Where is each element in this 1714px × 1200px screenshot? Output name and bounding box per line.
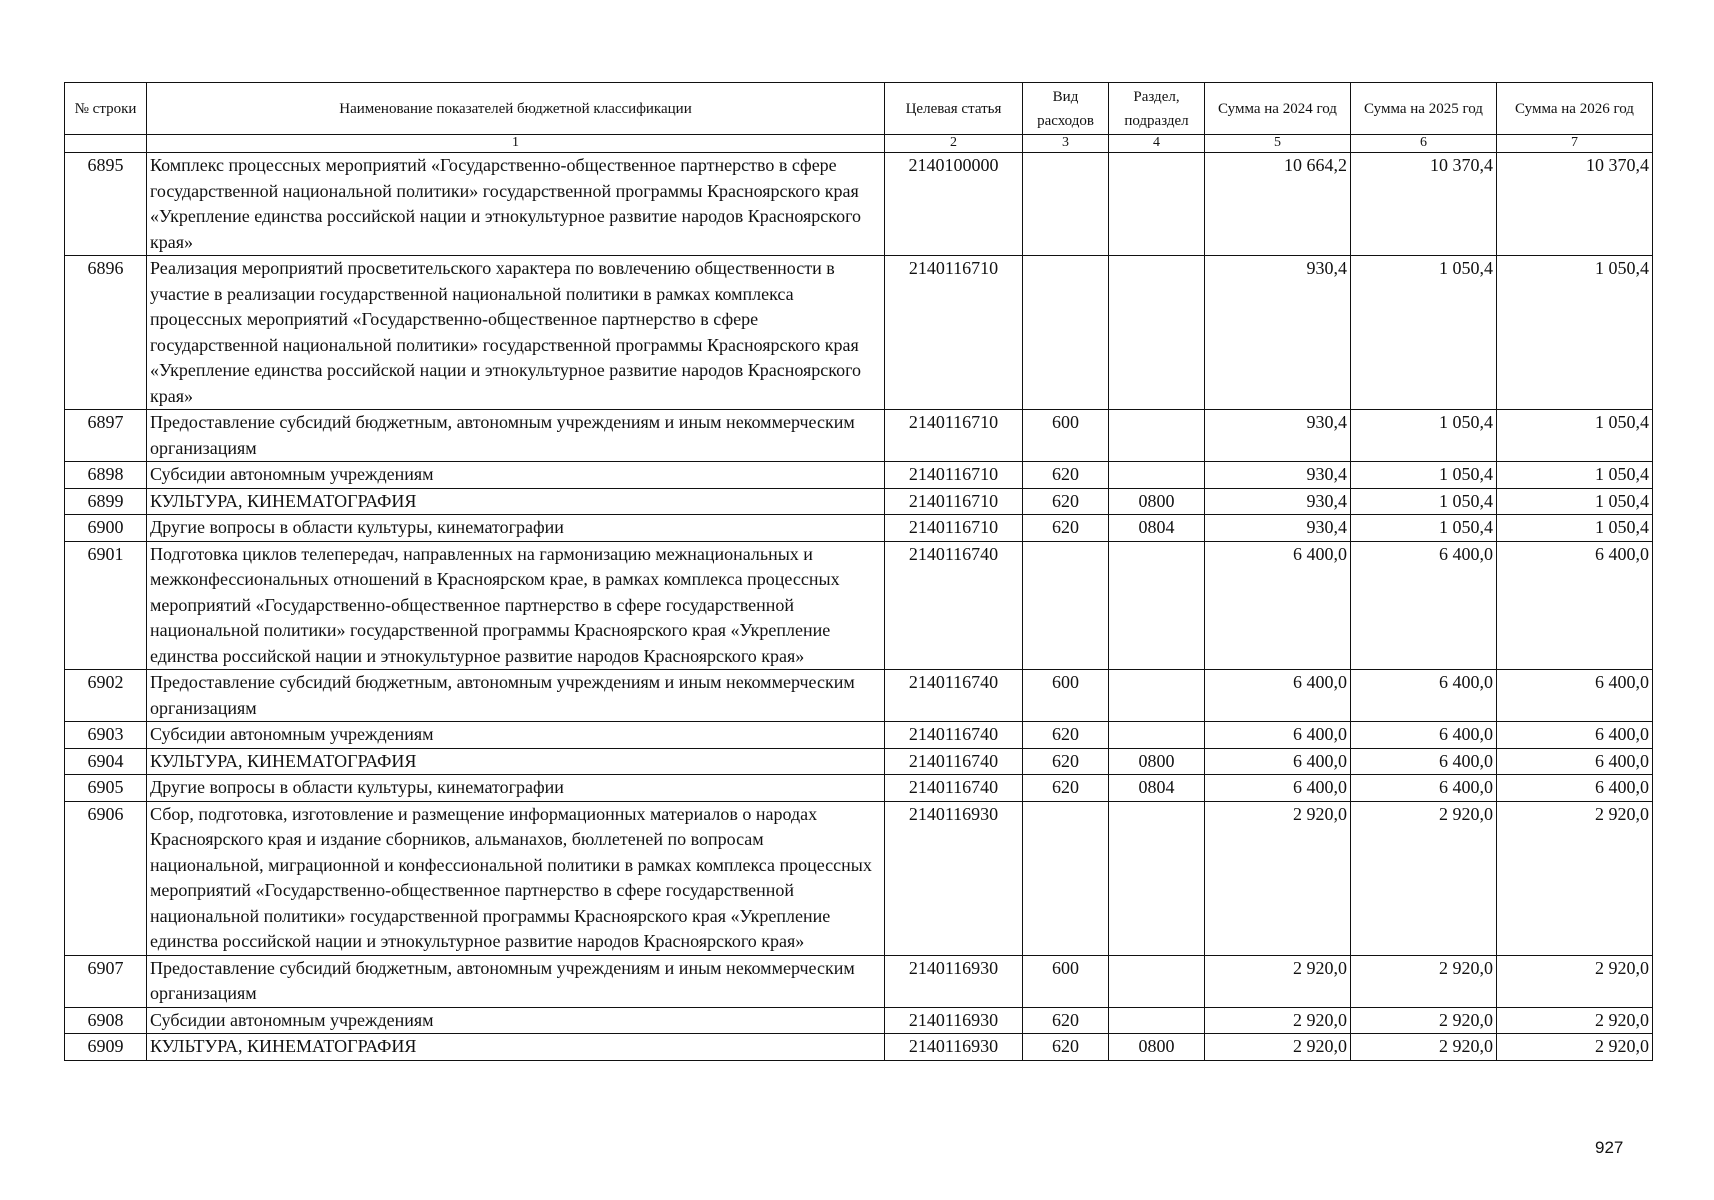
table-row bbox=[65, 1034, 1653, 1061]
column-number: 2 bbox=[885, 135, 1023, 153]
row-sum-2026: 1 050,4 bbox=[1497, 515, 1653, 542]
table-row bbox=[65, 775, 1653, 802]
row-razdel bbox=[1109, 153, 1205, 256]
table-row bbox=[65, 801, 1653, 955]
table-row bbox=[65, 488, 1653, 515]
row-number: 6898 bbox=[65, 462, 147, 489]
row-sum-2025: 6 400,0 bbox=[1351, 541, 1497, 670]
header-razdel: Раздел, подраздел bbox=[1109, 83, 1205, 135]
row-vid: 620 bbox=[1023, 488, 1109, 515]
budget-table bbox=[64, 82, 1653, 1061]
row-vid bbox=[1023, 801, 1109, 955]
row-sum-2026: 1 050,4 bbox=[1497, 256, 1653, 410]
row-name: Другие вопросы в области культуры, кинематографии bbox=[147, 515, 885, 542]
row-target-code: 2140116740 bbox=[885, 722, 1023, 749]
table-row bbox=[65, 955, 1653, 1007]
row-razdel bbox=[1109, 256, 1205, 410]
table-row bbox=[65, 462, 1653, 489]
row-razdel bbox=[1109, 541, 1205, 670]
row-name: Реализация мероприятий просветительского характера по вовлечению общественности в участие в реализации государственной национальной политики в рамках комплекса процессных мероприятий «Государственно-общественное партнерство в сфере государственной национальной политики» государственной программы Красноярского края «Укрепление единства российской нации и этнокультурное развитие народов Красноярского края» bbox=[147, 256, 885, 410]
row-sum-2024: 2 920,0 bbox=[1205, 801, 1351, 955]
header-target: Целевая статья bbox=[885, 83, 1023, 135]
row-sum-2025: 2 920,0 bbox=[1351, 1034, 1497, 1061]
table-row bbox=[65, 722, 1653, 749]
row-name: Подготовка циклов телепередач, направленных на гармонизацию межнациональных и межконфессиональных отношений в Красноярском крае, в рамках комплекса процессных мероприятий «Государственно-общественное партнерство в сфере государственной национальной политики» государственной программы Красноярского края «Укрепление единства российской нации и этнокультурное развитие народов Красноярского края» bbox=[147, 541, 885, 670]
row-sum-2025: 6 400,0 bbox=[1351, 670, 1497, 722]
row-number: 6909 bbox=[65, 1034, 147, 1061]
column-number: 7 bbox=[1497, 135, 1653, 153]
row-sum-2024: 2 920,0 bbox=[1205, 1007, 1351, 1034]
row-sum-2026: 10 370,4 bbox=[1497, 153, 1653, 256]
row-sum-2024: 930,4 bbox=[1205, 515, 1351, 542]
row-name: Субсидии автономным учреждениям bbox=[147, 462, 885, 489]
row-number: 6904 bbox=[65, 748, 147, 775]
row-razdel bbox=[1109, 670, 1205, 722]
row-sum-2026: 2 920,0 bbox=[1497, 801, 1653, 955]
row-target-code: 2140116740 bbox=[885, 670, 1023, 722]
row-vid: 600 bbox=[1023, 410, 1109, 462]
row-razdel: 0800 bbox=[1109, 1034, 1205, 1061]
row-sum-2024: 930,4 bbox=[1205, 462, 1351, 489]
header-sum-2024: Сумма на 2024 год bbox=[1205, 83, 1351, 135]
column-number: 3 bbox=[1023, 135, 1109, 153]
row-sum-2024: 930,4 bbox=[1205, 256, 1351, 410]
row-number: 6899 bbox=[65, 488, 147, 515]
row-vid: 600 bbox=[1023, 670, 1109, 722]
column-number-row bbox=[65, 135, 1653, 153]
header-sum-2026: Сумма на 2026 год bbox=[1497, 83, 1653, 135]
row-razdel bbox=[1109, 955, 1205, 1007]
row-sum-2025: 1 050,4 bbox=[1351, 410, 1497, 462]
row-razdel bbox=[1109, 722, 1205, 749]
column-number: 4 bbox=[1109, 135, 1205, 153]
row-vid: 620 bbox=[1023, 515, 1109, 542]
row-sum-2025: 1 050,4 bbox=[1351, 515, 1497, 542]
header-vid: Вид расходов bbox=[1023, 83, 1109, 135]
row-sum-2026: 6 400,0 bbox=[1497, 670, 1653, 722]
row-target-code: 2140116930 bbox=[885, 801, 1023, 955]
row-number: 6903 bbox=[65, 722, 147, 749]
row-vid: 620 bbox=[1023, 1034, 1109, 1061]
row-name: КУЛЬТУРА, КИНЕМАТОГРАФИЯ bbox=[147, 488, 885, 515]
row-sum-2026: 2 920,0 bbox=[1497, 955, 1653, 1007]
table-row bbox=[65, 153, 1653, 256]
row-sum-2026: 2 920,0 bbox=[1497, 1007, 1653, 1034]
page-number: 927 bbox=[1595, 1138, 1624, 1157]
row-vid bbox=[1023, 541, 1109, 670]
row-razdel: 0804 bbox=[1109, 775, 1205, 802]
row-sum-2025: 6 400,0 bbox=[1351, 722, 1497, 749]
row-target-code: 2140116930 bbox=[885, 1034, 1023, 1061]
row-name: Другие вопросы в области культуры, кинематографии bbox=[147, 775, 885, 802]
table-row bbox=[65, 670, 1653, 722]
row-sum-2024: 2 920,0 bbox=[1205, 1034, 1351, 1061]
row-number: 6905 bbox=[65, 775, 147, 802]
row-vid: 620 bbox=[1023, 722, 1109, 749]
header-row-no: № строки bbox=[65, 83, 147, 135]
row-target-code: 2140116710 bbox=[885, 410, 1023, 462]
row-target-code: 2140100000 bbox=[885, 153, 1023, 256]
row-vid: 620 bbox=[1023, 748, 1109, 775]
row-razdel bbox=[1109, 410, 1205, 462]
row-sum-2025: 6 400,0 bbox=[1351, 775, 1497, 802]
row-vid: 600 bbox=[1023, 955, 1109, 1007]
table-body bbox=[65, 153, 1653, 1061]
table-row bbox=[65, 515, 1653, 542]
row-vid bbox=[1023, 256, 1109, 410]
column-number: 1 bbox=[147, 135, 885, 153]
row-number: 6897 bbox=[65, 410, 147, 462]
row-vid: 620 bbox=[1023, 1007, 1109, 1034]
row-razdel: 0800 bbox=[1109, 488, 1205, 515]
column-number bbox=[65, 135, 147, 153]
row-name: Сбор, подготовка, изготовление и размещение информационных материалов о народах Красноярского края и издание сборников, альманахов, бюллетеней по вопросам национальной, миграционной и конфессиональной политики в рамках комплекса процессных мероприятий «Государственно-общественное партнерство в сфере государственной национальной политики» государственной программы Красноярского края «Укрепление единства российской нации и этнокультурное развитие народов Красноярского края» bbox=[147, 801, 885, 955]
row-name: КУЛЬТУРА, КИНЕМАТОГРАФИЯ bbox=[147, 748, 885, 775]
row-target-code: 2140116710 bbox=[885, 256, 1023, 410]
row-name: Предоставление субсидий бюджетным, автономным учреждениям и иным некоммерческим организациям bbox=[147, 955, 885, 1007]
row-razdel bbox=[1109, 801, 1205, 955]
row-sum-2025: 2 920,0 bbox=[1351, 1007, 1497, 1034]
table-row bbox=[65, 748, 1653, 775]
column-number: 5 bbox=[1205, 135, 1351, 153]
row-sum-2025: 2 920,0 bbox=[1351, 801, 1497, 955]
table-row bbox=[65, 410, 1653, 462]
row-sum-2024: 6 400,0 bbox=[1205, 748, 1351, 775]
row-sum-2026: 6 400,0 bbox=[1497, 541, 1653, 670]
row-target-code: 2140116930 bbox=[885, 1007, 1023, 1034]
header-row bbox=[65, 83, 1653, 135]
row-sum-2024: 6 400,0 bbox=[1205, 722, 1351, 749]
row-razdel: 0800 bbox=[1109, 748, 1205, 775]
row-sum-2026: 1 050,4 bbox=[1497, 488, 1653, 515]
row-sum-2026: 2 920,0 bbox=[1497, 1034, 1653, 1061]
row-sum-2025: 1 050,4 bbox=[1351, 256, 1497, 410]
table-header bbox=[65, 83, 1653, 153]
row-sum-2024: 930,4 bbox=[1205, 410, 1351, 462]
row-sum-2026: 1 050,4 bbox=[1497, 462, 1653, 489]
table-row bbox=[65, 1007, 1653, 1034]
row-sum-2025: 1 050,4 bbox=[1351, 462, 1497, 489]
row-vid: 620 bbox=[1023, 462, 1109, 489]
row-sum-2026: 6 400,0 bbox=[1497, 748, 1653, 775]
row-sum-2026: 6 400,0 bbox=[1497, 722, 1653, 749]
row-sum-2024: 6 400,0 bbox=[1205, 541, 1351, 670]
row-name: Предоставление субсидий бюджетным, автономным учреждениям и иным некоммерческим организациям bbox=[147, 410, 885, 462]
row-sum-2024: 2 920,0 bbox=[1205, 955, 1351, 1007]
row-razdel: 0804 bbox=[1109, 515, 1205, 542]
row-vid bbox=[1023, 153, 1109, 256]
row-sum-2025: 6 400,0 bbox=[1351, 748, 1497, 775]
row-number: 6908 bbox=[65, 1007, 147, 1034]
row-sum-2024: 930,4 bbox=[1205, 488, 1351, 515]
row-sum-2025: 10 370,4 bbox=[1351, 153, 1497, 256]
column-number: 6 bbox=[1351, 135, 1497, 153]
row-razdel bbox=[1109, 462, 1205, 489]
table-row bbox=[65, 541, 1653, 670]
row-name: Комплекс процессных мероприятий «Государственно-общественное партнерство в сфере государственной национальной политики» государственной программы Красноярского края «Укрепление единства российской нации и этнокультурное развитие народов Красноярского края» bbox=[147, 153, 885, 256]
row-name: Субсидии автономным учреждениям bbox=[147, 1007, 885, 1034]
row-target-code: 2140116740 bbox=[885, 541, 1023, 670]
row-target-code: 2140116930 bbox=[885, 955, 1023, 1007]
row-target-code: 2140116740 bbox=[885, 775, 1023, 802]
row-target-code: 2140116710 bbox=[885, 462, 1023, 489]
row-number: 6896 bbox=[65, 256, 147, 410]
row-number: 6902 bbox=[65, 670, 147, 722]
row-number: 6901 bbox=[65, 541, 147, 670]
row-sum-2024: 6 400,0 bbox=[1205, 670, 1351, 722]
row-number: 6906 bbox=[65, 801, 147, 955]
table-row bbox=[65, 256, 1653, 410]
header-sum-2025: Сумма на 2025 год bbox=[1351, 83, 1497, 135]
row-target-code: 2140116710 bbox=[885, 488, 1023, 515]
row-name: Предоставление субсидий бюджетным, автономным учреждениям и иным некоммерческим организациям bbox=[147, 670, 885, 722]
row-sum-2026: 6 400,0 bbox=[1497, 775, 1653, 802]
row-vid: 620 bbox=[1023, 775, 1109, 802]
row-sum-2025: 2 920,0 bbox=[1351, 955, 1497, 1007]
row-sum-2025: 1 050,4 bbox=[1351, 488, 1497, 515]
row-target-code: 2140116710 bbox=[885, 515, 1023, 542]
row-target-code: 2140116740 bbox=[885, 748, 1023, 775]
row-number: 6900 bbox=[65, 515, 147, 542]
row-number: 6907 bbox=[65, 955, 147, 1007]
row-razdel bbox=[1109, 1007, 1205, 1034]
row-name: КУЛЬТУРА, КИНЕМАТОГРАФИЯ bbox=[147, 1034, 885, 1061]
row-sum-2024: 6 400,0 bbox=[1205, 775, 1351, 802]
row-sum-2026: 1 050,4 bbox=[1497, 410, 1653, 462]
row-sum-2024: 10 664,2 bbox=[1205, 153, 1351, 256]
row-name: Субсидии автономным учреждениям bbox=[147, 722, 885, 749]
header-name: Наименование показателей бюджетной классификации bbox=[147, 83, 885, 135]
row-number: 6895 bbox=[65, 153, 147, 256]
